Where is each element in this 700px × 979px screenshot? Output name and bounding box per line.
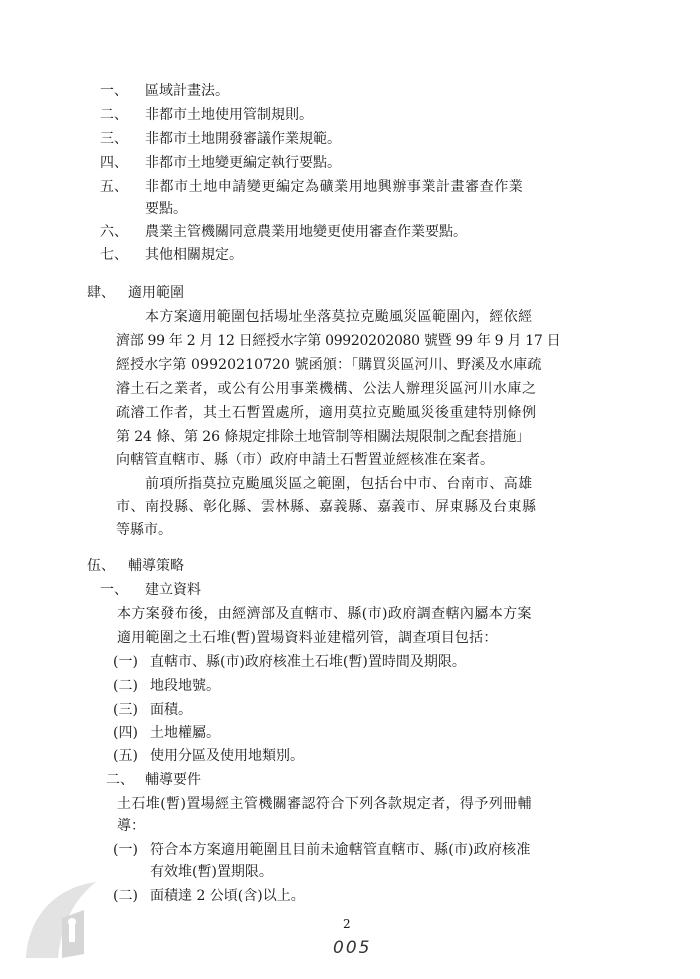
paragraph-line: 向轄管直轄市、縣（市）政府申請土石暫置並經核准在案者。: [116, 452, 494, 468]
item-text-continuation: 有效堆(暫)置期限。: [150, 864, 273, 880]
paragraph-line: 濬土石之業者，或公有公用事業機構、公法人辦理災區河川水庫之: [116, 381, 537, 397]
item-text: 使用分區及使用地類別。: [150, 748, 304, 764]
list-number: 七、: [100, 247, 128, 263]
paragraph-line: 市、南投縣、彰化縣、雲林縣、嘉義縣、嘉義市、屏東縣及台東縣: [116, 499, 537, 515]
list-number: 六、: [100, 224, 128, 240]
paragraph-line: 濟部 99 年 2 月 12 日經授水字第 09920202080 號暨 99 年 9 月 17 日: [116, 333, 561, 349]
list-item: 非都市土地變更編定執行要點。: [145, 155, 341, 171]
paragraph-line: 前項所指莫拉克颱風災區之範圍，包括台中市、台南市、高雄: [145, 476, 533, 492]
paragraph-line: 疏濬工作者，其土石暫置處所，適用莫拉克颱風災後重建特別條例: [116, 405, 537, 421]
paragraph-line: 第 24 條、第 26 條規定排除土地管制等相關法規限制之配套措施」: [116, 429, 531, 445]
item-number: (二): [113, 678, 138, 694]
paragraph-line: 等縣市。: [116, 522, 172, 538]
subsection-number: 一、: [100, 582, 128, 598]
list-item: 非都市土地開發審議作業規範。: [145, 131, 341, 147]
section-number: 伍、: [87, 558, 115, 574]
paragraph-line: 適用範圍之土石堆(暫)置場資料並建檔列管，調查項目包括：: [117, 630, 498, 646]
list-number: 四、: [100, 155, 128, 171]
watermark-logo-icon: [22, 880, 100, 960]
subsection-title: 建立資料: [145, 582, 201, 598]
item-text: 直轄市、縣(市)政府核准土石堆(暫)置時間及期限。: [150, 654, 466, 670]
list-number: 二、: [100, 107, 128, 123]
section-title: 輔導策略: [128, 558, 184, 574]
item-number: (二): [113, 888, 138, 904]
item-number: (四): [113, 725, 138, 741]
item-number: (一): [113, 842, 138, 858]
list-item: 農業主管機關同意農業用地變更使用審查作業要點。: [145, 224, 467, 240]
item-text: 面積達 2 公頃(含)以上。: [150, 888, 305, 904]
item-number: (三): [113, 702, 138, 718]
handwritten-page-number: 005: [333, 938, 372, 958]
list-number: 一、: [100, 83, 128, 99]
subsection-number: 二、: [106, 772, 134, 788]
list-number: 三、: [100, 131, 128, 147]
list-item-continuation: 要點。: [145, 201, 187, 217]
paragraph-line: 經授水字第 09920210720 號函頒：「購買災區河川、野溪及水庫疏: [116, 357, 542, 373]
page-number: 2: [343, 917, 351, 931]
list-item: 非都市土地使用管制規則。: [145, 107, 313, 123]
list-item: 區域計畫法。: [145, 83, 229, 99]
paragraph-line: 本方案發布後，由經濟部及直轄市、縣(市)政府調查轄內屬本方案: [117, 606, 532, 622]
list-number: 五、: [100, 179, 128, 195]
item-text: 符合本方案適用範圍且目前未逾轄管直轄市、縣(市)政府核准: [150, 842, 531, 858]
section-number: 肆、: [87, 285, 115, 301]
section-title: 適用範圍: [128, 285, 184, 301]
list-item: 其他相關規定。: [145, 247, 243, 263]
item-number: (五): [113, 748, 138, 764]
paragraph-line: 土石堆(暫)置場經主管機關審認符合下列各款規定者，得予列冊輔: [117, 796, 532, 812]
item-text: 土地權屬。: [150, 725, 220, 741]
subsection-title: 輔導要件: [145, 772, 201, 788]
paragraph-line: 導：: [117, 818, 145, 834]
item-number: (一): [113, 654, 138, 670]
item-text: 面積。: [150, 702, 192, 718]
paragraph-line: 本方案適用範圍包括場址坐落莫拉克颱風災區範圍內，經依經: [145, 309, 533, 325]
list-item: 非都市土地申請變更編定為礦業用地興辦事業計畫審查作業: [145, 179, 524, 195]
item-text: 地段地號。: [150, 678, 220, 694]
